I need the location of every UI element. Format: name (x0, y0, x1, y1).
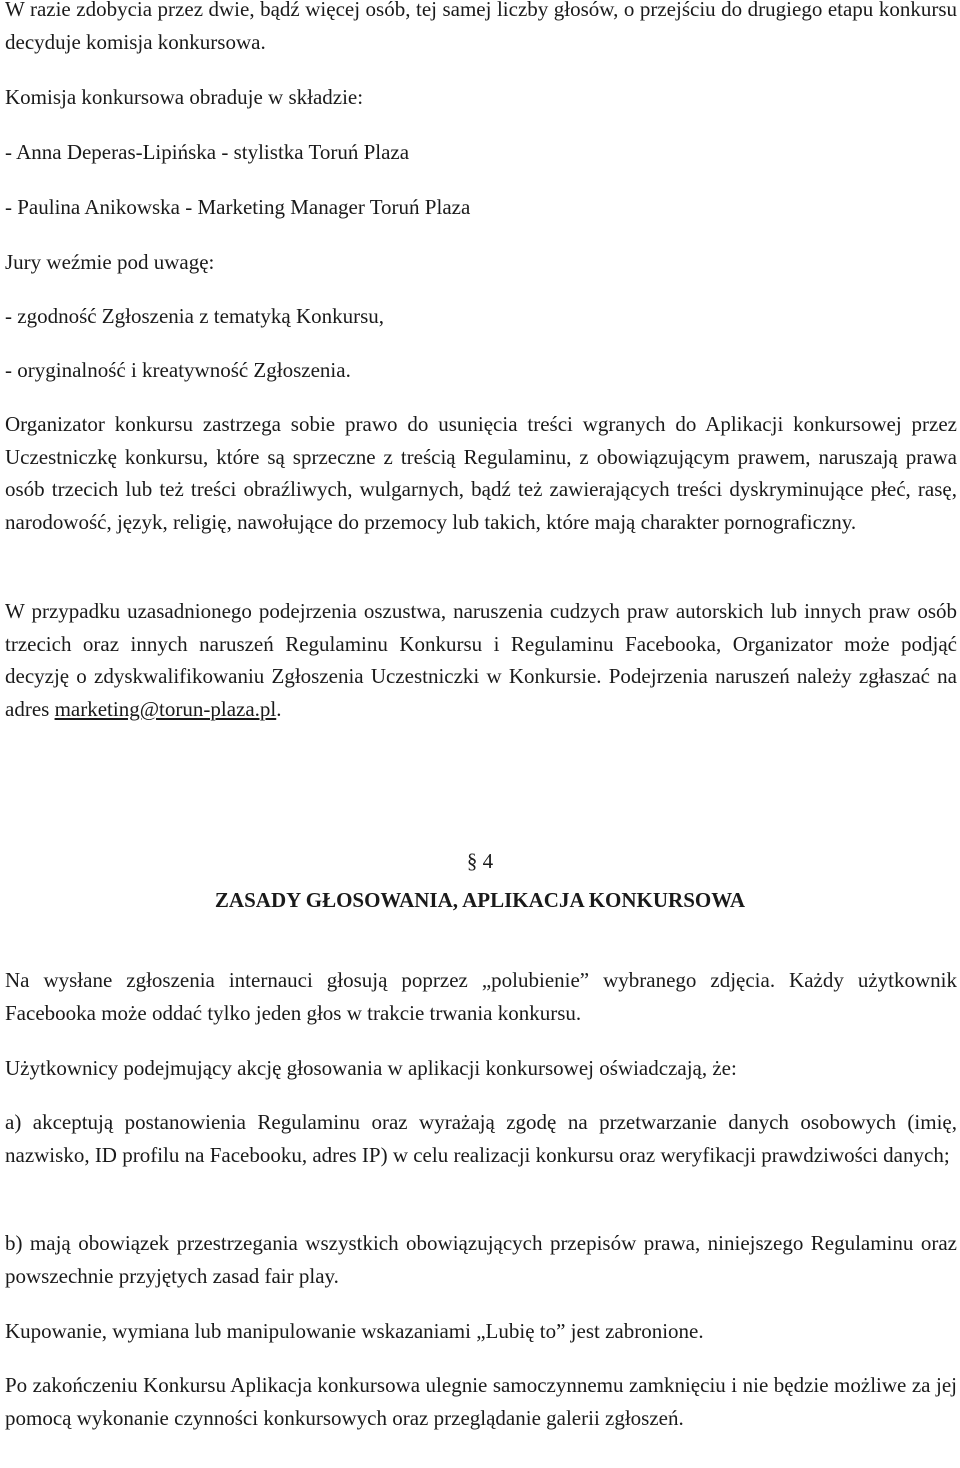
section-number: § 4 (466, 849, 494, 873)
contact-email-link[interactable]: marketing@torun-plaza.pl (54, 696, 277, 721)
jury-intro: Jury weźmie pod uwagę: (5, 250, 215, 274)
clause-b: b) mają obowiązek przestrzegania wszystkich obowiązujących przepisów prawa, niniejszego Regulaminu oraz powszechnie przyjętych zasad fair play. (5, 1231, 957, 1288)
contact-email-suffix: . (276, 696, 282, 721)
paragraph-app-close: Po zakończeniu Konkursu Aplikacja konkursowa ulegnie samoczynnemu zamknięciu i nie będzie możliwe za jej pomocą wykonanie czynności konkursowych oraz przeglądanie galerii zgłoszeń. (5, 1373, 957, 1430)
users-intro: Użytkownicy podejmujący akcję głosowania w aplikacji konkursowej oświadczają, że: (5, 1056, 737, 1080)
clause-a: a) akceptują postanowienia Regulaminu oraz wyrażają zgodę na przetwarzanie danych osobowych (imię, nazwisko, ID profilu na Facebooku, adres IP) w celu realizacji konkursu oraz weryfikacji prawdziwości danych; (5, 1110, 957, 1167)
paragraph-fraud-text: W przypadku uzasadnionego podejrzenia oszustwa, naruszenia cudzych praw autorskich lub innych praw osób trzecich oraz innych naruszeń Regulaminu Konkursu i Regulaminu Facebooka, Organizator może podjąć decyzję o zdyskwalifikowaniu Zgłoszenia Uczestniczki w Konkursie. Podejrzenia naruszeń należy zgłaszać na adres (5, 599, 957, 721)
paragraph-voting: Na wysłane zgłoszenia internauci głosują poprzez „polubienie” wybranego zdjęcia. Każdy użytkownik Facebooka może oddać tylko jeden głos w trakcie trwania konkursu. (5, 968, 957, 1025)
paragraph-organizer-rights: Organizator konkursu zastrzega sobie prawo do usunięcia treści wgranych do Aplikacji konkursowej przez Uczestniczkę konkursu, które są sprzeczne z treścią Regulaminu, z obowiązującym prawem, naruszają prawa osób trzecich lub też treści obraźliwych, wulgarnych, bądź też zawierających treści dyskryminujące płeć, rasę, narodowość, język, religię, nawołujące do przemocy lub takich, które mają charakter pornograficzny. (5, 412, 957, 534)
paragraph-fraud (5, 595, 957, 725)
paragraph-vote-tie: W razie zdobycia przez dwie, bądź więcej osób, tej samej liczby głosów, o przejściu do drugiego etapu konkursu decyduje komisja konkursowa. (5, 0, 957, 54)
jury-criterion-2: - oryginalność i kreatywność Zgłoszenia. (5, 358, 351, 382)
committee-intro: Komisja konkursowa obraduje w składzie: (5, 85, 364, 109)
committee-member-2: - Paulina Anikowska - Marketing Manager Toruń Plaza (5, 195, 471, 219)
jury-criterion-1: - zgodność Zgłoszenia z tematyką Konkursu, (5, 304, 385, 328)
committee-member-1: - Anna Deperas-Lipińska - stylistka Toruń Plaza (5, 140, 410, 164)
paragraph-likes-ban: Kupowanie, wymiana lub manipulowanie wskazaniami „Lubię to” jest zabronione. (5, 1319, 704, 1343)
section-title: ZASADY GŁOSOWANIA, APLIKACJA KONKURSOWA (214, 888, 746, 912)
